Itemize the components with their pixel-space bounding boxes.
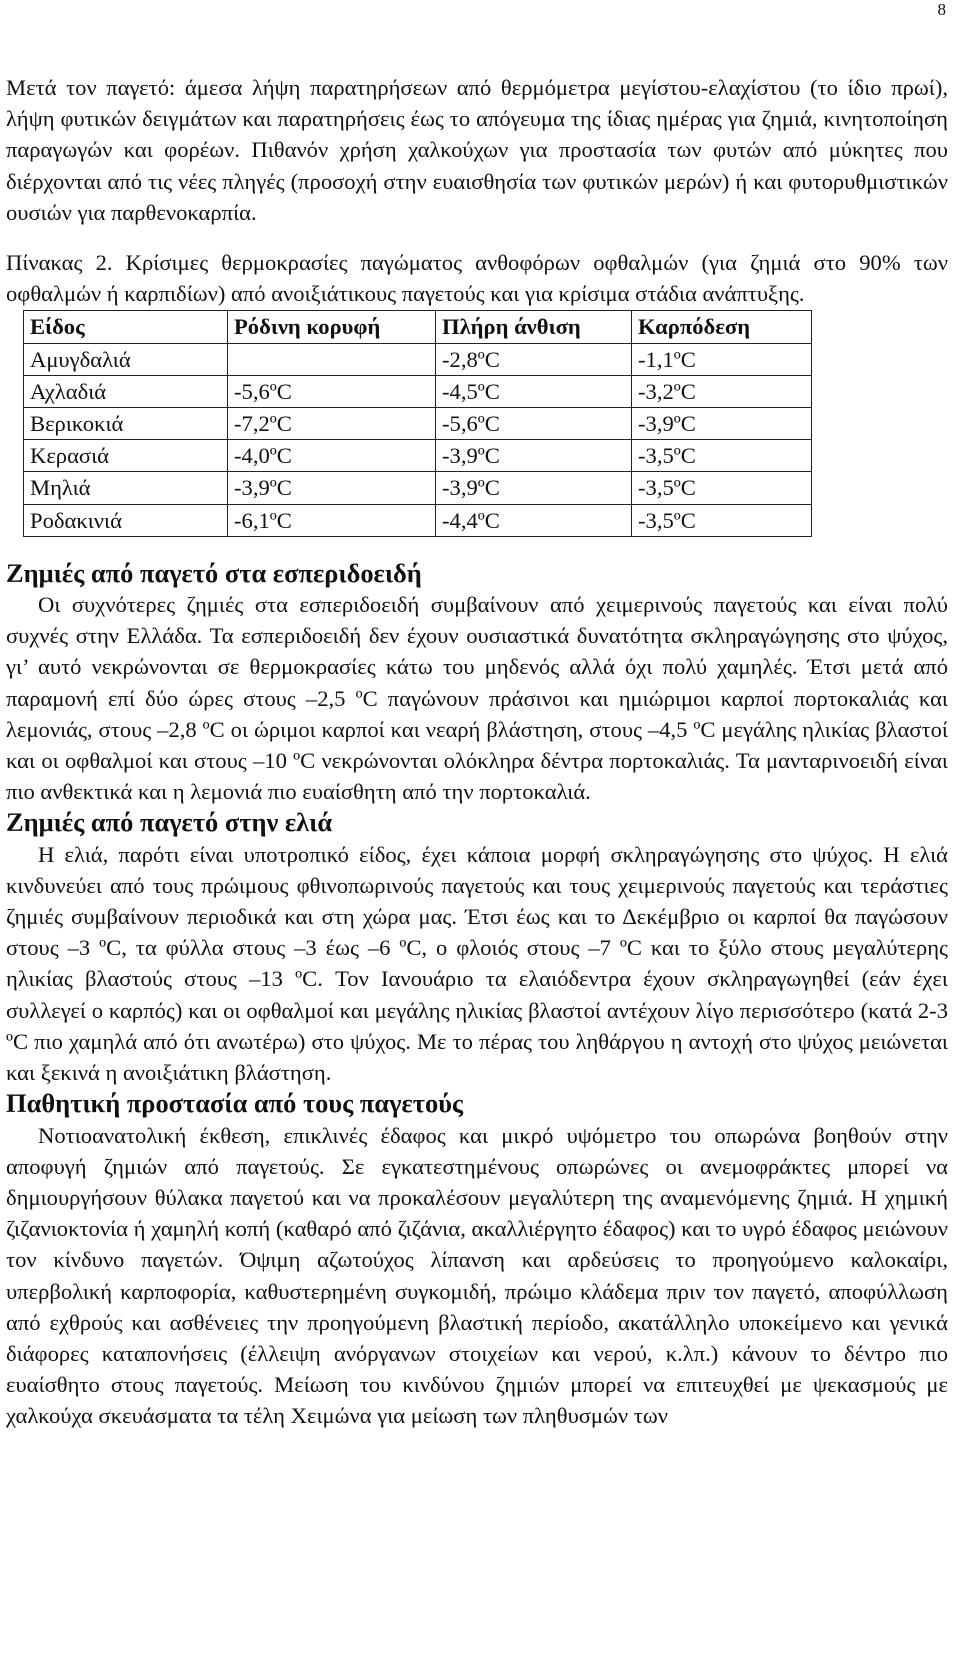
table-header-row [24,311,812,343]
table-cell: -4,5ºC [436,375,632,407]
table-cell: -5,6ºC [436,408,632,440]
table-cell: -3,9ºC [436,440,632,472]
table-cell: -2,8ºC [436,343,632,375]
table-cell: Κερασιά [24,440,228,472]
table-cell: -3,5ºC [632,504,812,536]
table-cell: Ροδακινιά [24,504,228,536]
table-row [24,440,812,472]
table-row [24,472,812,504]
section-heading-olive: Ζημιές από παγετό στην ελιά [6,807,333,838]
table-cell: -3,9ºC [436,472,632,504]
table-cell: -7,2ºC [228,408,436,440]
table-cell: -3,5ºC [632,472,812,504]
table-cell: -4,0ºC [228,440,436,472]
table-cell: Αμυγδαλιά [24,343,228,375]
table-cell: -3,2ºC [632,375,812,407]
table-cell: -1,1ºC [632,343,812,375]
table-cell: -3,5ºC [632,440,812,472]
table-row [24,343,812,375]
header-pink-bud: Ρόδινη κορυφή [228,311,436,343]
table-cell: -3,9ºC [632,408,812,440]
table-cell: Αχλαδιά [24,375,228,407]
section-body-passive-protection: Νοτιοανατολική έκθεση, επικλινές έδαφος και μικρό υψόμετρο του οπωρώνα βοηθούν στην αποφυγή ζημιών από παγετούς. Σε εγκατεστημένους οπωρώνες οι ανεμοφράκτες μπορεί να δημιουργήσουν θύλακα παγετού και να προκαλέσουν μεγαλύτερη της αναμενόμενης ζημιά. Η χημική ζιζανιοκτονία ή χαμηλή κοπή (καθαρό από ζιζάνια, ακαλλιέργητο έδαφος) και το υγρό έδαφος μειώνουν τον κίνδυνο παγετών. Όψιμη αζωτούχος λίπανση και αρδεύσεις το προηγούμενο καλοκαίρι, υπερβολική καρποφορία, καθυστερημένη συγκομιδή, πρώιμο κλάδεμα πριν τον παγετό, αποφύλλωση από εχθρούς και ασθένειες την προηγούμενη βλαστική περίοδο, ακατάλληλο υποκείμενο και γενικά διάφορες καταπονήσεις (έλλειψη ανόργανων στοιχείων και νερού, κ.λπ.) κάνουν το δέντρο πιο ευαίσθητο στους παγετούς. Μείωση του κινδύνου ζημιών μπορεί να επιτευχθεί με ψεκασμούς με χαλκούχα σκευάσματα τα τέλη Χειμώνα για μείωση των πληθυσμών των [6,1122,948,1429]
table-cell: -6,1ºC [228,504,436,536]
header-full-bloom: Πλήρη άνθιση [436,311,632,343]
table-row [24,408,812,440]
page-number: 8 [937,0,946,19]
table-row [24,504,812,536]
table-cell: Βερικοκιά [24,408,228,440]
table-cell: -3,9ºC [228,472,436,504]
section-body-citrus: Οι συχνότερες ζημιές στα εσπεριδοειδή συμβαίνουν από χειμερινούς παγετούς και είναι πολύ συχνές στην Ελλάδα. Τα εσπεριδοειδή δεν έχουν ουσιαστικά δυνατότητα σκληραγώγησης στο ψύχος, γι’ αυτό νεκρώνονται σε θερμοκρασίες κάτω του μηδενός αλλά όχι πολύ χαμηλές. Έτσι μετά από παραμονή επί δύο ώρες στους –2,5 ºC παγώνουν πράσινοι και ημιώριμοι καρποί πορτοκαλιάς και λεμονιάς, στους –2,8 ºC οι ώριμοι καρποί και νεαρή βλάστηση, στους –4,5 ºC μεγάλης ηλικίας βλαστοί και οι οφθαλμοί και στους –10 ºC νεκρώνονται ολόκληρα δέντρα πορτοκαλιάς. Τα μανταρινοειδή είναι πιο ανθεκτικά και η λεμονιά πιο ευαίσθητη από την πορτοκαλιά. [6,592,948,805]
frost-temperature-table [23,310,812,536]
header-fruit-set: Καρπόδεση [632,311,812,343]
table-cell: -5,6ºC [228,375,436,407]
header-species: Είδος [24,311,228,343]
document-body [6,72,948,1432]
intro-paragraph: Μετά τον παγετό: άμεσα λήψη παρατηρήσεων από θερμόμετρα μεγίστου-ελαχίστου (το ίδιο πρωί), λήψη φυτικών δειγμάτων και παρατηρήσεις έως το απόγευμα της ίδιας ημέρας για ζημιά, κινητοποίηση παραγωγών και φορέων. Πιθανόν χρήση χαλκούχων για προστασία των φυτών από μύκητες που διέρχονται από τις νέες πληγές (προσοχή στην ευαισθησία των φυτικών μερών) ή και φυτορυθμιστικών ουσιών για παρθενοκαρπία. [6,75,948,225]
section-body-olive: Η ελιά, παρότι είναι υποτροπικό είδος, έχει κάποια μορφή σκληραγώγησης στο ψύχος. Η ελιά κινδυνεύει από τους πρώιμους φθινοπωρινούς παγετούς και τους χειμερινούς παγετούς και τεράστιες ζημιές συμβαίνουν περιοδικά και στη χώρα μας. Έτσι έως και το Δεκέμβριο οι καρποί θα παγώσουν στους –3 ºC, τα φύλλα στους –3 έως –6 ºC, ο φλοιός στους –7 ºC και το ξύλο στους μεγαλύτερης ηλικίας βλαστούς στους –13 ºC. Τον Ιανουάριο τα ελαιόδεντρα έχουν σκληραγωγηθεί (εάν έχει συλλεγεί ο καρπός) και οι οφθαλμοί και μεγάλης ηλικίας βλαστοί αντέχουν λίγο περισσότερο (κατά 2-3 ºC πιο χαμηλά από ότι ανωτέρω) στο ψύχος. Με το πέρας του ληθάργου η αντοχή στο ψύχος μειώνεται και ξεκινά η ανοιξιάτικη βλάστηση. [6,841,948,1086]
table-row [24,375,812,407]
table-cell: -4,4ºC [436,504,632,536]
table-caption: Πίνακας 2. Κρίσιμες θερμοκρασίες παγώματος ανθοφόρων οφθαλμών (για ζημιά στο 90% των οφθαλμών ή καρπιδίων) από ανοιξιάτικους παγετούς και για κρίσιμα στάδια ανάπτυξης. [6,250,948,307]
table-cell: Μηλιά [24,472,228,504]
section-heading-passive-protection: Παθητική προστασία από τους παγετούς [6,1088,464,1119]
table-cell [228,343,436,375]
section-heading-citrus: Ζημιές από παγετό στα εσπεριδοειδή [6,557,422,588]
